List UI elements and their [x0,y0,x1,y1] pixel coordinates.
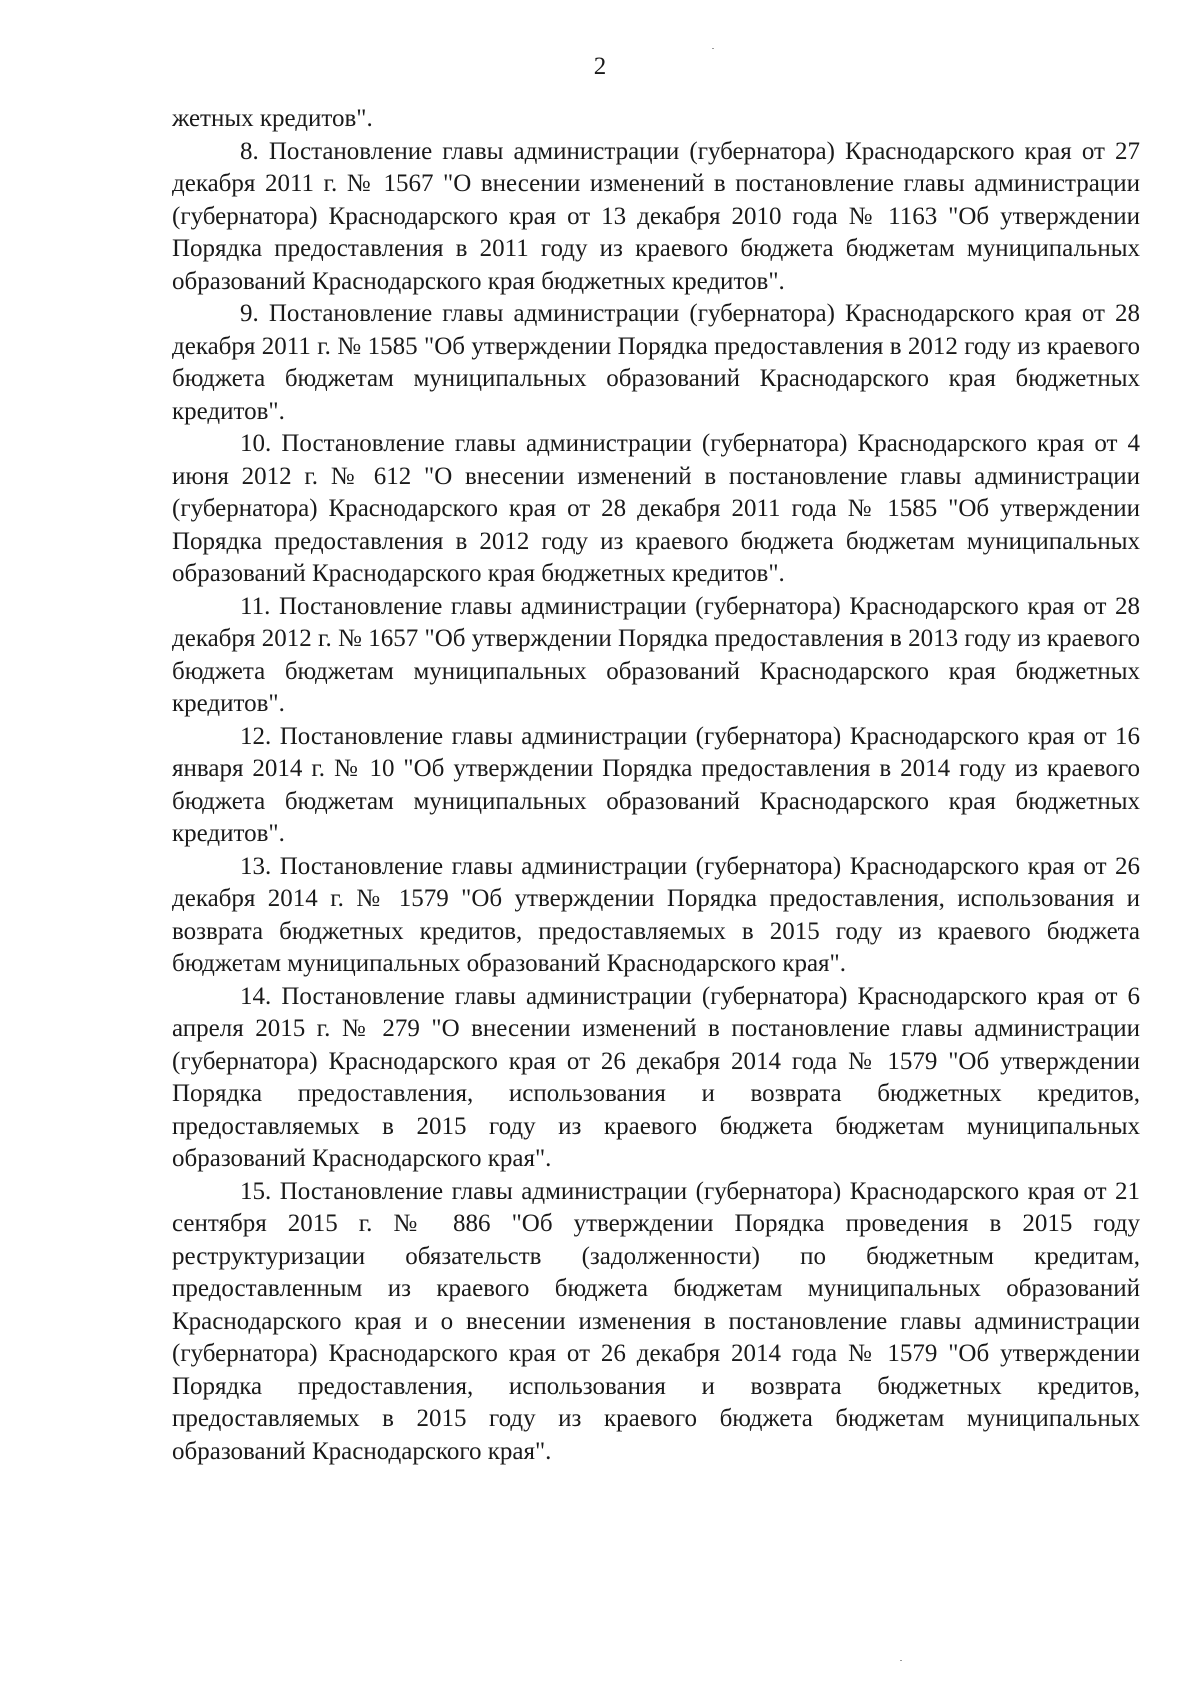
list-item-13: 13. Постановление главы администрации (губернатора) Краснодарского края от 26 декабря 2014 г. № 1579 "Об утверждении Порядка предоставления, использования и возврата бюджетных кредитов, предоставляемых в 2015 году из краевого бюджета бюджетам муниципальных образований Краснодарского края". [172,852,1140,977]
list-item-14: 14. Постановление главы администрации (губернатора) Краснодарского края от 6 апреля 2015 г. № 279 "О внесении изменений в постановление главы администрации (губернатора) Краснодарского края от 26 декабря 2014 года № 1579 "Об утверждении Порядка предоставления, использования и возврата бюджетных кредитов, предоставляемых в 2015 году из краевого бюджета бюджетам муниципальных образований Краснодарского края". [172,982,1140,1172]
list-item-11: 11. Постановление главы администрации (губернатора) Краснодарского края от 28 декабря 2012 г. № 1657 "Об утверждении Порядка предоставления в 2013 году из краевого бюджета бюджетам муниципальных образований Краснодарского края бюджетных кредитов". [172,592,1140,717]
page-number: 2 [593,53,607,80]
list-item-9: 9. Постановление главы администрации (губернатора) Краснодарского края от 28 декабря 2011 г. № 1585 "Об утверждении Порядка предоставления в 2012 году из краевого бюджета бюджетам муниципальных образований Краснодарского края бюджетных кредитов". [172,300,1140,425]
continuation-line: жетных кредитов". [172,105,373,132]
scan-speck [712,48,714,49]
list-item-8: 8. Постановление главы администрации (губернатора) Краснодарского края от 27 декабря 2011 г. № 1567 "О внесении изменений в постановление главы администрации (губернатора) Краснодарского края от 13 декабря 2010 года № 1163 "Об утверждении Порядка предоставления в 2011 году из краевого бюджета бюджетам муниципальных образований Краснодарского края бюджетных кредитов". [172,137,1140,295]
scan-speck [900,1660,902,1661]
list-item-10: 10. Постановление главы администрации (губернатора) Краснодарского края от 4 июня 2012 г. № 612 "О внесении изменений в постановление главы администрации (губернатора) Краснодарского края от 28 декабря 2011 года № 1585 "Об утверждении Порядка предоставления в 2012 году из краевого бюджета бюджетам муниципальных образований Краснодарского края бюджетных кредитов". [172,430,1140,587]
document-body [172,103,1140,1468]
list-item-15: 15. Постановление главы администрации (губернатора) Краснодарского края от 21 сентября 2015 г. № 886 "Об утверждении Порядка проведения в 2015 году реструктуризации обязательств (задолженности) по бюджетным кредитам, предоставленным из краевого бюджета бюджетам муниципальных образований Краснодарского края и о внесении изменения в постановление главы администрации (губернатора) Краснодарского края от 26 декабря 2014 года № 1579 "Об утверждении Порядка предоставления, использования и возврата бюджетных кредитов, предоставляемых в 2015 году из краевого бюджета бюджетам муниципальных образований Краснодарского края". [172,1177,1140,1465]
list-item-12: 12. Постановление главы администрации (губернатора) Краснодарского края от 16 января 2014 г. № 10 "Об утверждении Порядка предоставления в 2014 году из краевого бюджета бюджетам муниципальных образований Краснодарского края бюджетных кредитов". [172,722,1140,847]
